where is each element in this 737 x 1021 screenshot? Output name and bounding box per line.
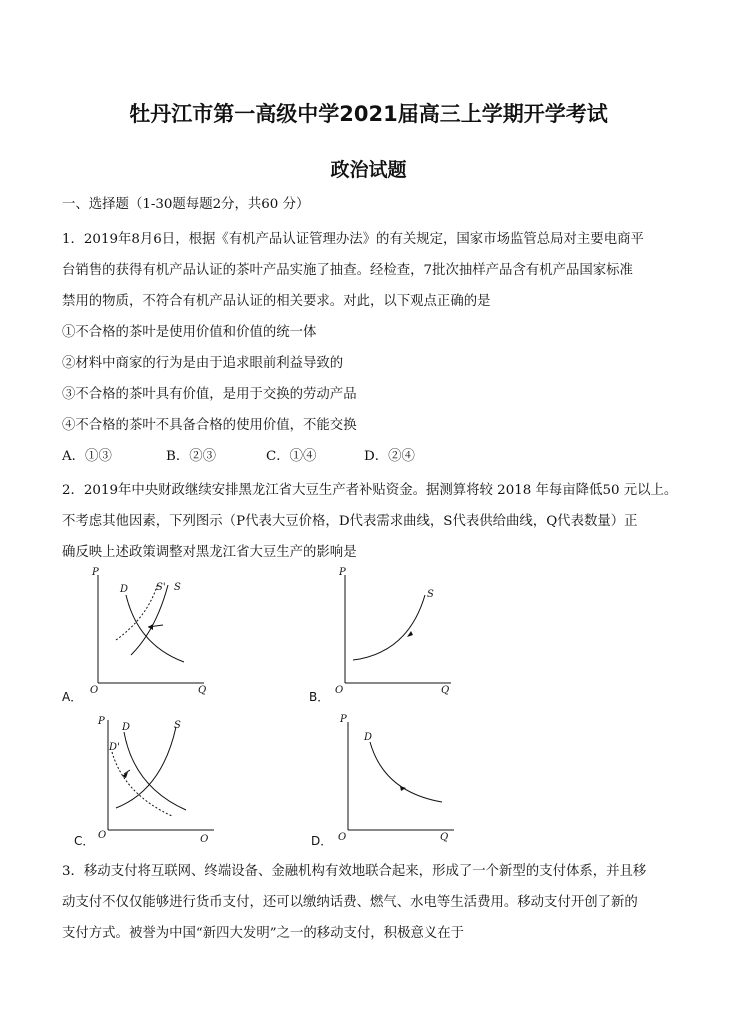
- graph-a-d-label: D: [120, 584, 129, 595]
- graph-b-o-label: O: [335, 685, 344, 695]
- q1-statement-3: ③不合格的茶叶具有价值，是用于交换的劳动产品: [62, 387, 357, 402]
- q1-statement-2: ②材料中商家的行为是由于追求眼前利益导致的: [62, 356, 344, 371]
- section-heading: 一、选择题（1-30题每题2分，共60 分）: [62, 197, 310, 212]
- graph-a-option-label[interactable]: A．: [62, 690, 83, 704]
- graph-d-p-label: P: [340, 714, 347, 725]
- graph-a-s-prime-label: S': [156, 582, 166, 593]
- q2-line-1: 2．2019年中央财政继续安排黑龙江省大豆生产者补贴资金。据测算将较 2018 年每亩降低50 元以上。: [62, 483, 678, 498]
- graph-d-option-label[interactable]: D．: [311, 834, 333, 848]
- graph-c-p-label: P: [98, 716, 105, 727]
- graph-c-option-label[interactable]: C．: [74, 834, 95, 848]
- graph-b-axes: [345, 575, 451, 683]
- graph-d-arrow-head: [400, 786, 406, 791]
- q1-options: [62, 445, 415, 464]
- graph-b-q-label: Q: [441, 685, 450, 695]
- graph-a-s-label: S: [174, 582, 181, 593]
- q1-option-c[interactable]: C．①④: [266, 449, 317, 464]
- graph-c-s-label: S: [174, 720, 181, 731]
- graph-a-demand-curve: [126, 595, 184, 662]
- graph-c: [96, 712, 226, 842]
- q3-line-1: 3．移动支付将互联网、终端设备、金融机构有效地联合起来，形成了一个新型的支付体系，并且移: [62, 864, 647, 879]
- q2-line-3: 确反映上述政策调整对黑龙江省大豆生产的影响是: [62, 545, 357, 560]
- graph-b-s-label: S: [427, 589, 434, 600]
- q2-line-2: 不考虑其他因素，下列图示（P代表大豆价格，D代表需求曲线，S代表供给曲线，Q代表数量）正: [62, 514, 638, 529]
- graph-a-q-label: Q: [198, 685, 207, 695]
- graph-a-p-label: P: [92, 567, 99, 578]
- q1-line-1: 1．2019年8月6日，根据《有机产品认证管理办法》的有关规定，国家市场监管总局对主要电商平: [62, 232, 644, 247]
- q1-statement-1: ①不合格的茶叶是使用价值和价值的统一体: [62, 325, 317, 340]
- graph-b-option-label[interactable]: B．: [309, 690, 330, 704]
- q1-option-d[interactable]: D．②④: [364, 449, 415, 464]
- graph-b: [333, 565, 463, 695]
- q3-line-3: 支付方式。被誉为中国“新四大发明”之一的移动支付，积极意义在于: [62, 926, 465, 941]
- graph-d: [334, 712, 464, 842]
- exam-title: 牡丹江市第一高级中学2021届高三上学期开学考试: [129, 102, 608, 126]
- graph-d-q-label: Q: [440, 832, 449, 842]
- q1-line-3: 禁用的物质，不符合有机产品认证的相关要求。对此，以下观点正确的是: [62, 294, 491, 309]
- graph-b-arrow-head: [407, 631, 413, 637]
- graph-a: [86, 565, 216, 695]
- graph-d-o-label: O: [338, 832, 347, 842]
- graph-a-o-label: O: [90, 685, 99, 695]
- graph-c-o-label: O: [98, 830, 107, 841]
- q1-line-2: 台销售的获得有机产品认证的茶叶产品实施了抽查。经检查，7批次抽样产品含有机产品国家标准: [62, 263, 633, 278]
- graph-c-d-prime-label: D': [109, 742, 120, 753]
- graph-d-demand-curve: [370, 742, 442, 802]
- graph-c-d-label: D: [122, 722, 131, 733]
- graph-b-p-label: P: [339, 567, 346, 578]
- q1-option-a[interactable]: A．①③: [62, 449, 112, 464]
- exam-subtitle: 政治试题: [330, 159, 407, 181]
- graph-d-d-label: D: [364, 732, 373, 743]
- q3-line-2: 动支付不仅仅能够进行货币支付，还可以缴纳话费、燃气、水电等生活费用。移动支付开创了新的: [62, 895, 638, 910]
- graph-b-supply-curve: [353, 595, 425, 660]
- q1-statement-4: ④不合格的茶叶不具备合格的使用价值，不能交换: [62, 418, 357, 433]
- q1-option-b[interactable]: B．②③: [166, 449, 217, 464]
- graph-a-supply-s-curve: [131, 585, 168, 655]
- graph-c-q-label: Q: [200, 834, 209, 842]
